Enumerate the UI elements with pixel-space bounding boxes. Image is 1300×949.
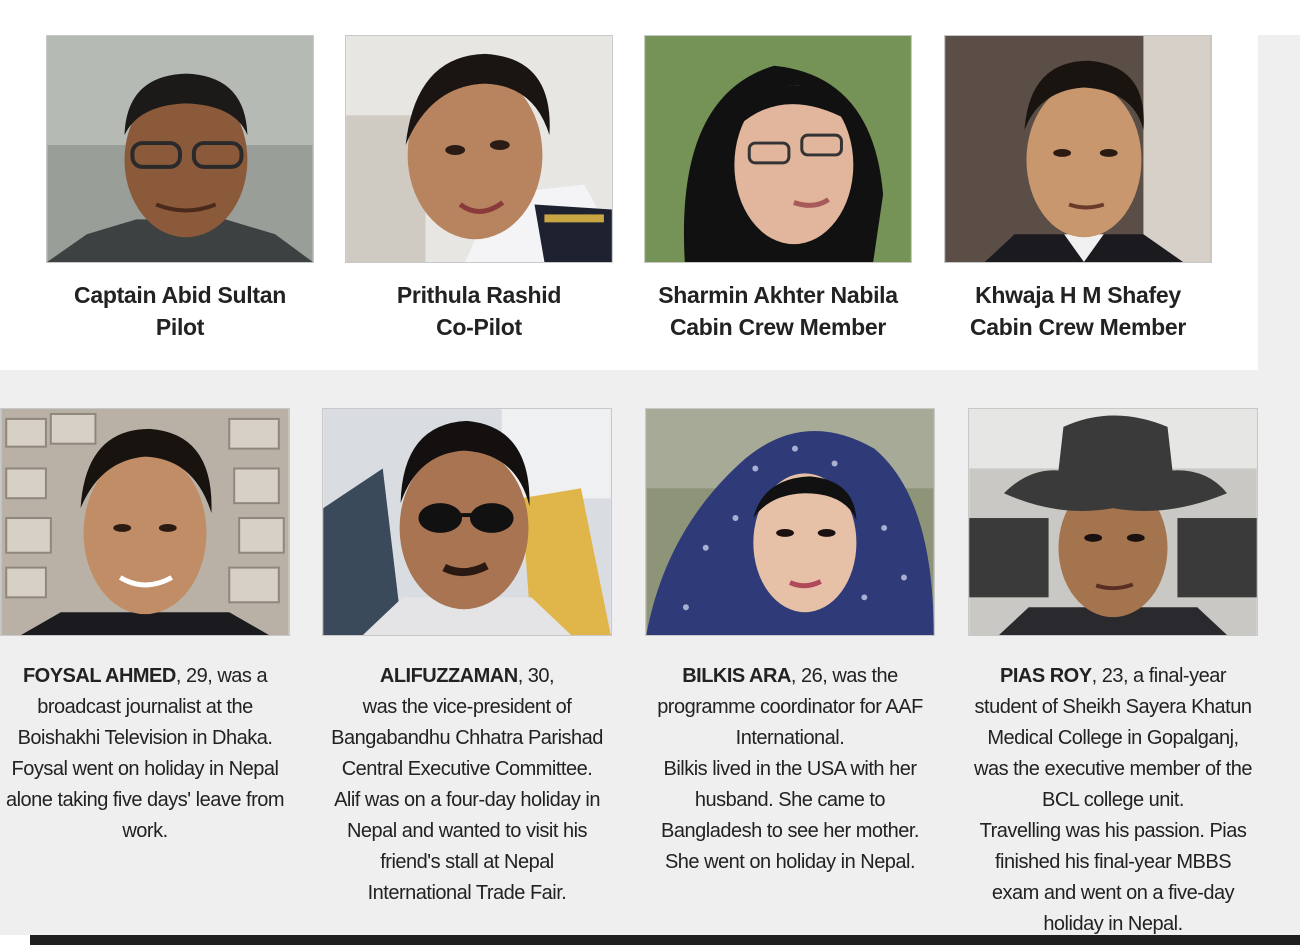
passenger-bio [968, 661, 1258, 940]
crew-caption [944, 279, 1212, 343]
crew-role: Pilot [155, 314, 205, 340]
passenger-name: FOYSAL AHMED [22, 665, 176, 687]
bio-line: husband. She came to [694, 789, 886, 811]
bio-line: Travelling was his passion. Pias [979, 820, 1247, 842]
crew-photo [46, 35, 314, 263]
crew-name: Khwaja H M Shafey [975, 282, 1181, 308]
bio-line: alone taking five days' leave from [5, 789, 285, 811]
passenger-bio [645, 661, 935, 878]
portrait-image [969, 409, 1257, 635]
bio-line: International. [735, 727, 845, 749]
bio-line: Alif was on a four-day holiday in [334, 789, 600, 811]
crew-role: Cabin Crew Member [969, 314, 1186, 340]
portrait-image [47, 36, 313, 262]
crew-photo [944, 35, 1212, 263]
bio-line: International Trade Fair. [367, 882, 567, 904]
passenger-name: PIAS ROY [1000, 665, 1092, 687]
crew-caption [644, 279, 912, 343]
passenger-bio [322, 661, 612, 909]
bio-line: was the vice-president of [362, 696, 572, 718]
crew-role: Co-Pilot [436, 314, 522, 340]
crew-name: Sharmin Akhter Nabila [658, 282, 898, 308]
bio-line: exam and went on a five-day [991, 882, 1235, 904]
bio-line: was the executive member of the [974, 758, 1252, 780]
bio-line: Medical College in Gopalganj, [987, 727, 1239, 749]
crew-caption [46, 279, 314, 343]
crew-photo [345, 35, 613, 263]
crew-photo [644, 35, 912, 263]
bio-line: She went on holiday in Nepal. [664, 851, 916, 873]
bio-line: student of Sheikh Sayera Khatun [974, 696, 1252, 718]
decorative-strip [1258, 35, 1300, 370]
bio-lead: , 29, was a [175, 665, 268, 687]
bio-lead: , 23, a final-year [1091, 665, 1226, 687]
bio-line [0, 661, 290, 692]
bio-line: holiday in Nepal. [1043, 913, 1183, 935]
bio-line: programme coordinator for AAF [657, 696, 923, 718]
passenger-name: ALIFUZZAMAN [379, 665, 518, 687]
bio-line: Bangladesh to see her mother. [661, 820, 919, 842]
bio-lead: , 26, was the [790, 665, 898, 687]
bio-line: work. [122, 820, 168, 842]
passenger-photo [645, 408, 935, 636]
portrait-image [646, 409, 934, 635]
bio-line: BCL college unit. [1042, 789, 1184, 811]
bio-line [322, 661, 612, 692]
bio-line: Bilkis lived in the USA with her [663, 758, 917, 780]
crew-caption [345, 279, 613, 343]
crew-role: Cabin Crew Member [669, 314, 886, 340]
passenger-photo [968, 408, 1258, 636]
crew-name: Captain Abid Sultan [74, 282, 286, 308]
bio-line: finished his final-year MBBS [994, 851, 1232, 873]
portrait-image [323, 409, 611, 635]
bio-line: Bangabandhu Chhatra Parishad [331, 727, 603, 749]
passenger-name: BILKIS ARA [682, 665, 791, 687]
bio-line [645, 661, 935, 692]
portrait-image [1, 409, 289, 635]
passenger-bio [0, 661, 290, 847]
bio-line: broadcast journalist at the [37, 696, 253, 718]
bio-line: friend's stall at Nepal [380, 851, 554, 873]
passenger-photo [0, 408, 290, 636]
bio-line: Boishakhi Television in Dhaka. [17, 727, 273, 749]
bio-line: Central Executive Committee. [341, 758, 593, 780]
portrait-image [945, 36, 1211, 262]
bio-line: Nepal and wanted to visit his [346, 820, 588, 842]
bio-lead: , 30, [517, 665, 555, 687]
crew-name: Prithula Rashid [396, 282, 562, 308]
bio-line [968, 661, 1258, 692]
bio-line: Foysal went on holiday in Nepal [11, 758, 279, 780]
passenger-photo [322, 408, 612, 636]
portrait-image [645, 36, 911, 262]
portrait-image [346, 36, 612, 262]
